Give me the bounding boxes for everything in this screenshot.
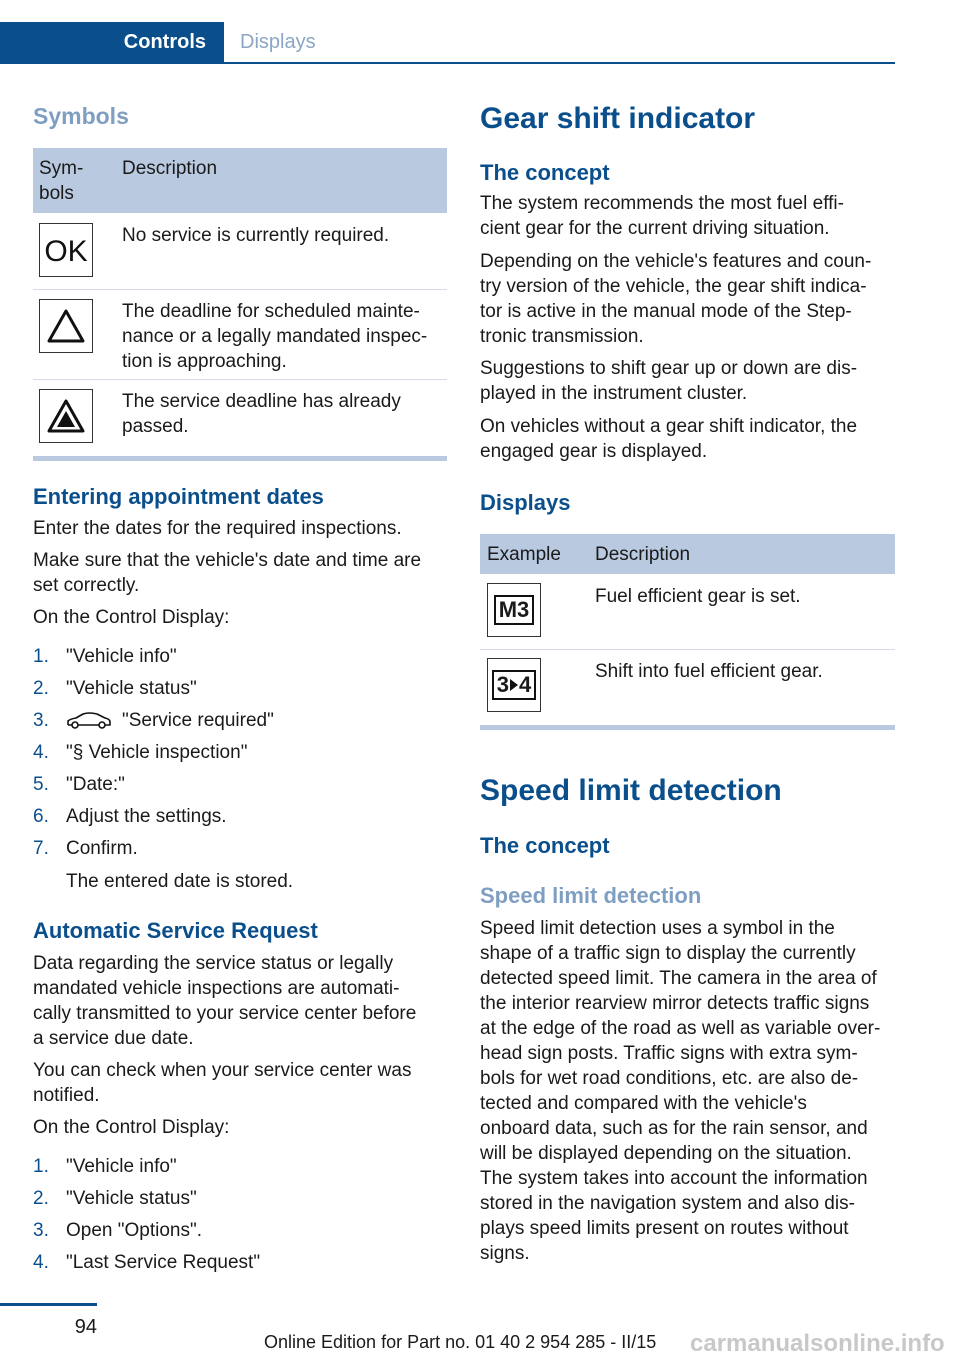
asr-paragraph: Data regarding the service status or legally mandated vehicle inspections are automati- cally transmitted to your service center before a service due date. [33, 953, 417, 1049]
list-text: "Service required" [122, 710, 274, 731]
table-end-rule [480, 725, 895, 730]
displays-heading: Displays [480, 490, 571, 515]
watermark: carmanualsonline.info [690, 1330, 945, 1357]
list-text: "Vehicle status" [66, 1188, 197, 1209]
col-header-description: Description [595, 544, 691, 565]
list-number: 2. [33, 678, 49, 699]
row-description: Shift into fuel efficient gear. [595, 661, 823, 682]
list-text: "Vehicle status" [66, 678, 197, 699]
table-row [480, 649, 895, 725]
appointment-paragraph: Make sure that the vehicle's date and time are set correctly. [33, 550, 422, 596]
gear-label: M3 [494, 595, 535, 625]
symbols-table-header [33, 148, 447, 213]
speed-limit-title: Speed limit detection [480, 774, 782, 807]
list-text: Adjust the settings. [66, 806, 227, 827]
list-text: "Last Service Request" [66, 1252, 261, 1273]
list-number: 4. [33, 742, 49, 763]
list-text: Confirm. [66, 838, 138, 859]
row-description: No service is currently required. [122, 225, 390, 246]
gear-shift-title: Gear shift indicator [480, 102, 756, 135]
arrow-right-icon [510, 679, 518, 691]
gear-to: 4 [519, 672, 532, 697]
appointment-paragraph: Enter the dates for the required inspections. [33, 518, 402, 539]
header-bar [0, 0, 895, 64]
gear-from: 3 [496, 672, 509, 697]
asr-paragraph: On the Control Display: [33, 1117, 230, 1138]
concept-paragraph: Suggestions to shift gear up or down are dis- played in the instrument cluster. [480, 358, 858, 404]
list-text: "Vehicle info" [66, 1156, 177, 1177]
warning-triangle-icon [39, 299, 93, 353]
edition-text: Online Edition for Part no. 01 40 2 954 285 - II/15 [264, 1332, 657, 1352]
list-number: 1. [33, 1156, 49, 1177]
speed-paragraph: Speed limit detection uses a symbol in the shape of a traffic sign to display the currently detected speed limit. The camera in the area of the interior rearview mirror detects traffic signs at the edge of the road as well as variable over- head sign posts. Traffic signs with extra sym- bols for wet road conditions, etc. are also de- tected and compared with the vehicle's onboard data, such as for the rain sensor, and will be displayed depending on the situation. The system takes into account the information stored in the navigation system and also dis- plays speed limits present on routes without signs. [480, 918, 881, 1264]
col-header-description: Description [122, 158, 218, 179]
list-number: 7. [33, 838, 49, 859]
list-text: "§ Vehicle inspection" [66, 742, 248, 763]
row-description: Fuel efficient gear is set. [595, 586, 801, 607]
asr-heading: Automatic Service Request [33, 918, 318, 943]
table-end-rule [33, 456, 447, 461]
gear-shift-3-to-4-icon [487, 658, 541, 712]
table-row [33, 213, 447, 290]
list-number: 5. [33, 774, 49, 795]
row-description: The deadline for scheduled mainte- nance or a legally mandated inspec- tion is approaching. [122, 301, 428, 372]
col-header-example: Example [487, 544, 561, 565]
tab-displays[interactable]: Displays [240, 30, 316, 53]
symbols-heading: Symbols [33, 103, 129, 129]
list-number: 3. [33, 1220, 49, 1241]
concept-paragraph: On vehicles without a gear shift indicator, the engaged gear is displayed. [480, 416, 858, 462]
list-number: 3. [33, 710, 49, 731]
appointment-heading: Entering appointment dates [33, 484, 324, 509]
displays-table [480, 534, 895, 732]
gear-m3-icon [487, 583, 541, 637]
speed-sub-heading: Speed limit detection [480, 883, 702, 908]
row-description: The service deadline has already passed. [122, 391, 401, 437]
filled-warning-triangle-icon [39, 389, 93, 443]
table-row [33, 289, 447, 380]
tab-controls[interactable]: Controls [0, 22, 224, 62]
list-number: 6. [33, 806, 49, 827]
list-text: Open "Options". [66, 1220, 203, 1241]
footer-rule [0, 1303, 97, 1306]
table-row [33, 379, 447, 456]
list-number: 2. [33, 1188, 49, 1209]
concept-paragraph: Depending on the vehicle's features and coun- try version of the vehicle, the gear shift indica- tor is active in the manual mode of the Step- tronic transmission. [480, 251, 872, 347]
list-number: 4. [33, 1252, 49, 1273]
list-text: "Date:" [66, 774, 125, 795]
appointment-paragraph: On the Control Display: [33, 607, 230, 628]
concept-paragraph: The system recommends the most fuel effi- cient gear for the current driving situation. [480, 193, 844, 239]
list-text: The entered date is stored. [66, 871, 294, 892]
ok-icon [39, 223, 93, 277]
symbols-table [33, 148, 447, 461]
asr-paragraph: You can check when your service center was notified. [33, 1060, 412, 1106]
table-row [480, 574, 895, 650]
displays-table-header [480, 534, 895, 574]
page-number: 94 [74, 1316, 97, 1338]
col-header-symbols: Sym- bols [39, 158, 84, 204]
speed-concept-heading: The concept [480, 833, 610, 858]
list-number: 1. [33, 646, 49, 667]
car-icon [66, 712, 112, 730]
list-text: "Vehicle info" [66, 646, 177, 667]
concept-heading: The concept [480, 160, 610, 185]
svg-text:OK: OK [44, 235, 88, 266]
